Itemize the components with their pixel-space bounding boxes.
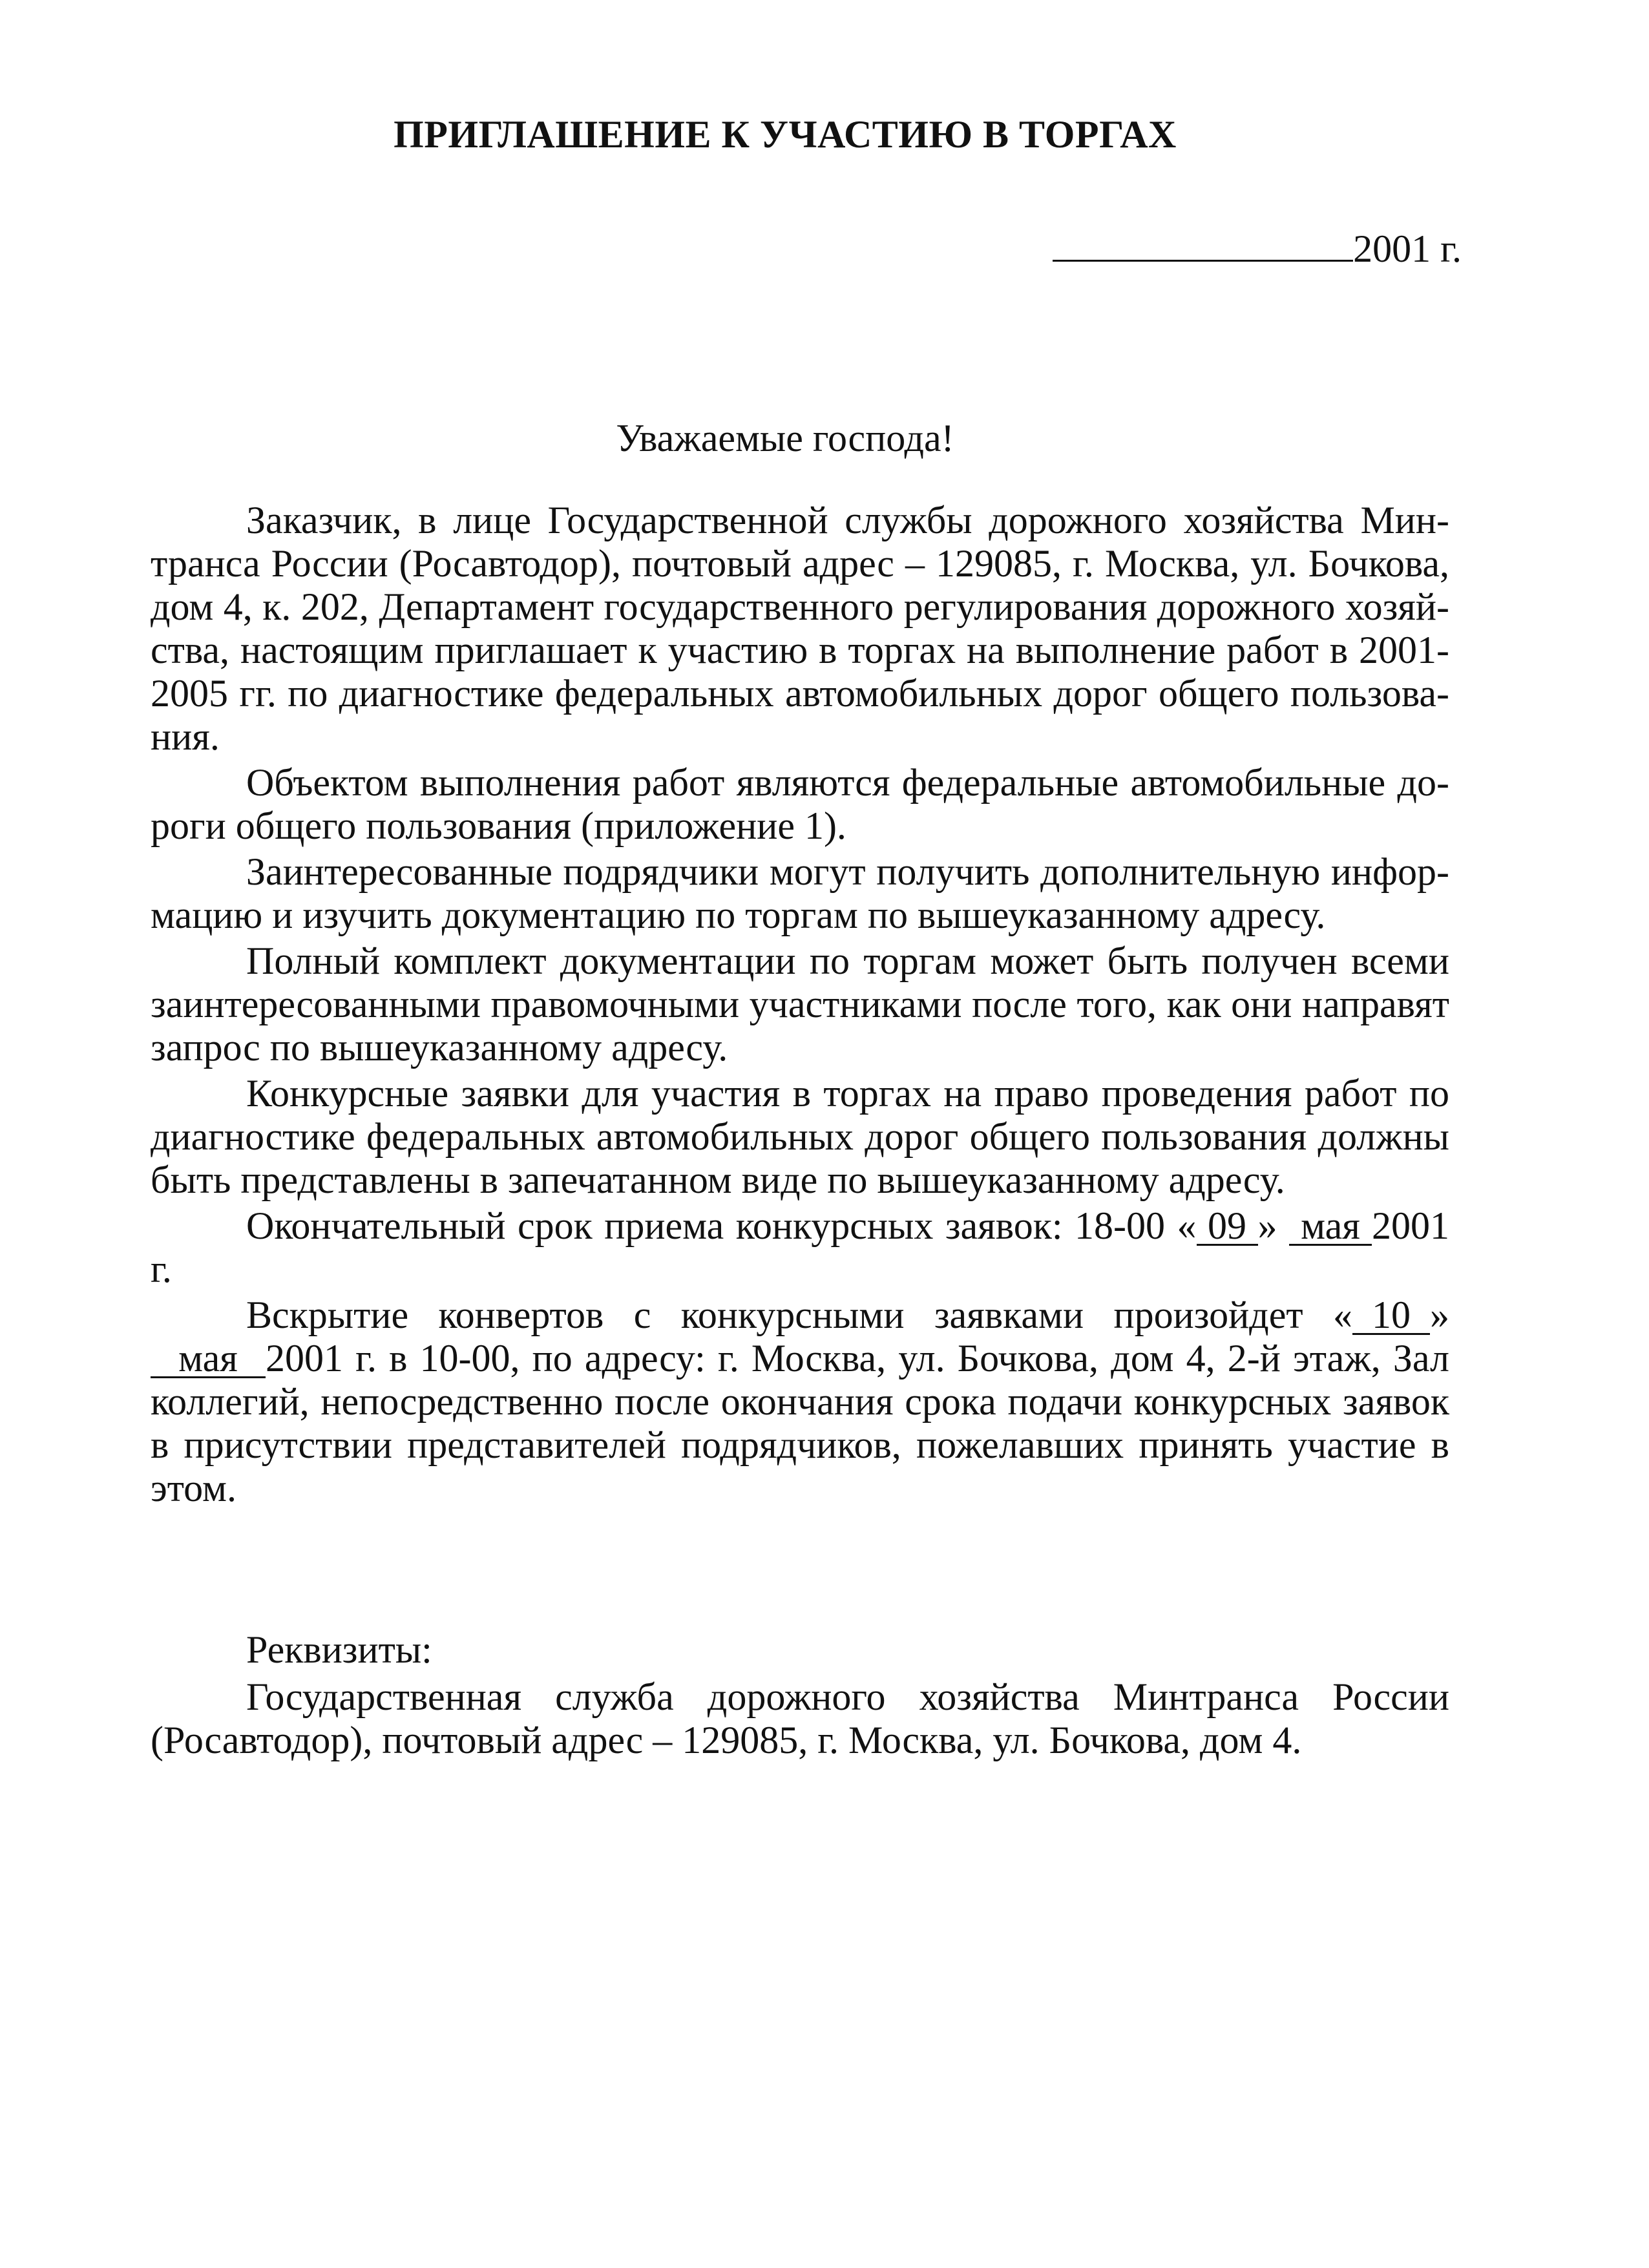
deadline-day: 09 xyxy=(1197,1208,1258,1246)
opening-text: Вскрытие конвертов с конкурсными заявками произойдет « xyxy=(246,1294,1352,1336)
paragraph-object: Объектом выполнения работ являются федеральные автомобильные дороги общего пользования (приложение 1). xyxy=(151,761,1449,847)
document-title: ПРИГЛАШЕНИЕ К УЧАСТИЮ В ТОРГАХ xyxy=(394,113,1177,156)
opening-day: 10 xyxy=(1352,1297,1430,1335)
requisites-block xyxy=(151,1628,1449,1762)
deadline-quote-close: » xyxy=(1257,1204,1277,1247)
paragraph-customer: Заказчик, в лице Государственной службы дорожного хозяйства Минтранса России (Росавтодор), почтовый адрес – 129085, г. Москва, ул. Бочкова, дом 4, к. 202, Департамент государственного регулирования дорожного хозяйства, настоящим приглашает к участию в торгах на выполнение работ в 2001-2005 гг. по диагностике федеральных автомобильных дорог общего пользования. xyxy=(151,499,1449,758)
paragraph-submission: Конкурсные заявки для участия в торгах на право проведения работ по диагностике федеральных автомобильных дорог общего пользования должны быть представлены в запечатанном виде по вышеуказанному адресу. xyxy=(151,1072,1449,1201)
opening-month: мая xyxy=(151,1340,266,1378)
paragraph-deadline xyxy=(151,1204,1449,1291)
paragraph-information: Заинтересованные подрядчики могут получить дополнительную информацию и изучить документацию по торгам по вышеуказанному адресу. xyxy=(151,850,1449,936)
deadline-month: мая xyxy=(1289,1208,1372,1246)
requisites-label: Реквизиты: xyxy=(246,1628,432,1671)
date-blank-line xyxy=(1053,221,1353,262)
document-date-line xyxy=(1053,221,1462,275)
document-body xyxy=(151,499,1449,1513)
deadline-text: Окончательный срок приема конкурсных заявок: 18-00 « xyxy=(246,1204,1197,1247)
deadline-year: 2001 г. xyxy=(151,1204,1449,1290)
paragraph-documentation: Полный комплект документации по торгам может быть получен всеми заинтересованными правомочными участниками после того, как они направят запрос по вышеуказанному адресу. xyxy=(151,940,1449,1069)
opening-details: 2001 г. в 10-00, по адресу: г. Москва, ул. Бочкова, дом 4, 2-й этаж, Зал коллегий, непосредственно после окончания срока подачи конкурсных заявок в присутствии представителей подрядчиков, пожелавших принять участие в этом. xyxy=(151,1337,1449,1509)
greeting: Уважаемые господа! xyxy=(616,417,954,459)
opening-quote-close: » xyxy=(1430,1294,1449,1336)
requisites-text: Государственная служба дорожного хозяйства Минтранса России (Росавтодор), почтовый адрес – 129085, г. Москва, ул. Бочкова, дом 4. xyxy=(151,1675,1449,1761)
paragraph-opening xyxy=(151,1294,1449,1510)
date-year: 2001 г. xyxy=(1353,227,1462,270)
